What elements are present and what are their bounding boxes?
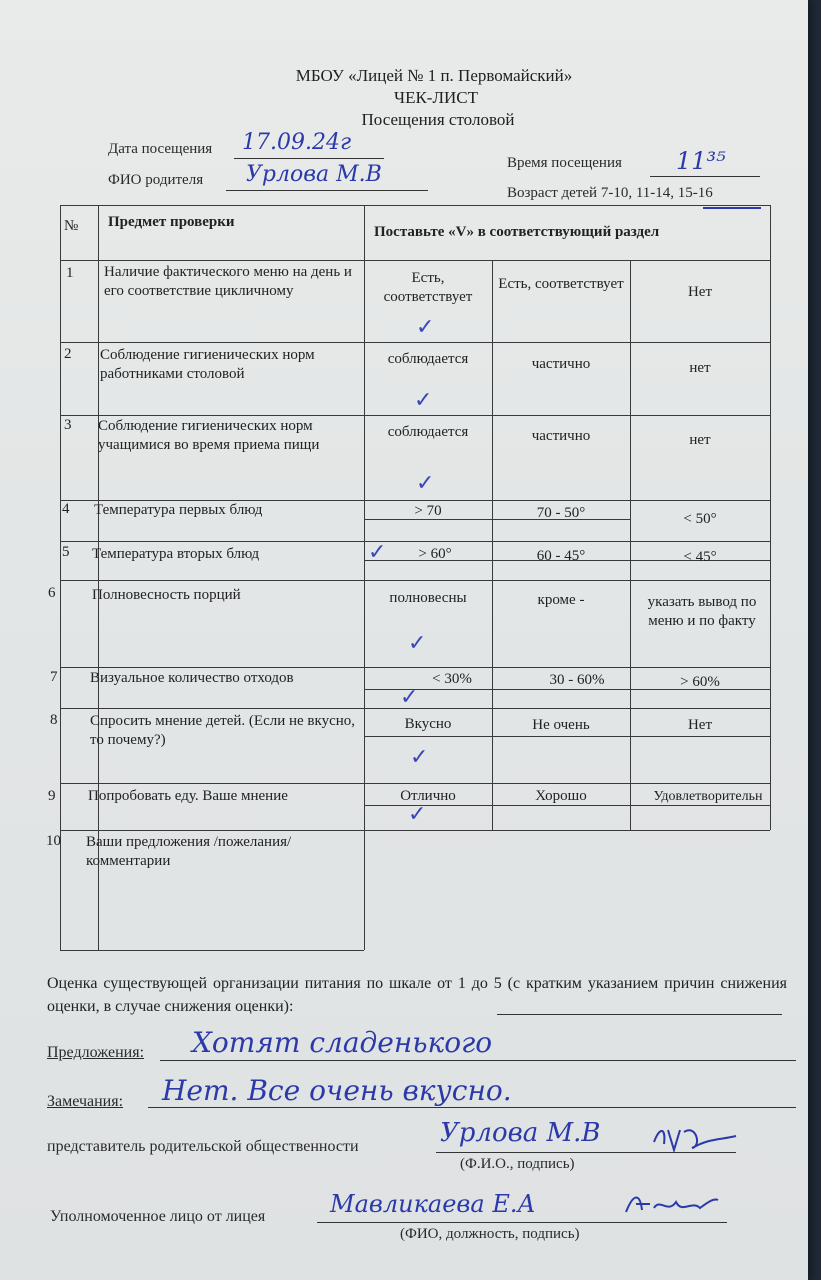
- row-8-number: 8: [50, 712, 58, 728]
- row-7-option-2: 30 - 60%: [549, 672, 605, 688]
- row-6-subject: Полновесность порций: [92, 587, 241, 603]
- row-8-option-1: Вкусно: [404, 716, 452, 732]
- authorized-person-signature-icon: [620, 1188, 720, 1222]
- row-7-option-1: < 30%: [432, 671, 472, 687]
- row-5-option-3: < 45°: [683, 549, 717, 565]
- row-4-option-2: 70 - 50°: [536, 505, 586, 521]
- col-number-header: №: [64, 218, 79, 234]
- authorized-person-underline: [317, 1222, 727, 1223]
- proposals-value: Хотят сладенького: [192, 1026, 493, 1059]
- checklist-table: [46, 205, 770, 950]
- authorized-person-label: Уполномоченное лицо от лицея: [50, 1208, 266, 1225]
- authorized-person-value: Мавликаева Е.А: [330, 1190, 536, 1218]
- proposals-label: Предложения:: [47, 1044, 145, 1061]
- parent-rep-value: Урлова М.В: [440, 1118, 601, 1148]
- row-6-check-mark: ✓: [408, 631, 427, 656]
- row-6-option-2: кроме -: [537, 592, 585, 608]
- form-subtitle: Посещения столовой: [361, 110, 515, 129]
- row-8-subject: Спросить мнение детей. (Если не вкусно, то почему?): [90, 713, 356, 748]
- row-10-number: 10: [46, 833, 61, 849]
- remarks-value: Нет. Все очень вкусно.: [162, 1074, 512, 1107]
- row-5-subject: Температура вторых блюд: [92, 546, 260, 562]
- row-7-subject: Визуальное количество отходов: [90, 670, 294, 686]
- remarks-underline: [148, 1107, 796, 1108]
- rating-text: Оценка существующей организации питания по шкале от 1 до 5 (с кратким указанием причин снижения оценки, в случае снижения оценки):: [47, 975, 787, 1015]
- time-underline: [650, 176, 760, 177]
- row-3-option-1: соблюдается: [387, 424, 469, 440]
- row-1-option-3: Нет: [687, 284, 713, 300]
- row-4-option-3: < 50°: [683, 511, 717, 527]
- parent-value: Урлова М.В: [246, 162, 382, 187]
- age-label: Возраст детей 7-10, 11-14, 15-16: [507, 185, 713, 201]
- row-1-check-mark: ✓: [416, 315, 435, 340]
- remarks-label: Замечания:: [47, 1093, 124, 1110]
- rating-underline: [497, 1014, 782, 1015]
- parent-label: ФИО родителя: [108, 172, 204, 188]
- row-6-number: 6: [48, 585, 56, 601]
- row-2-option-2: частично: [531, 356, 591, 372]
- authorized-person-caption: (ФИО, должность, подпись): [400, 1226, 580, 1242]
- row-4-number: 4: [62, 501, 70, 517]
- row-9-subject: Попробовать еду. Ваше мнение: [88, 788, 288, 804]
- row-8-check-mark: ✓: [410, 745, 429, 770]
- row-3-option-2: частично: [531, 428, 591, 444]
- row-9-number: 9: [48, 788, 56, 804]
- row-1-subject: Наличие фактического меню на день и его соответствие цикличному: [104, 264, 352, 299]
- row-9-check-mark: ✓: [408, 802, 427, 827]
- row-5-number: 5: [62, 544, 70, 560]
- row-7-option-3: > 60%: [680, 674, 720, 690]
- time-value: 11³⁵: [676, 147, 726, 175]
- row-9-option-1: Отлично: [400, 788, 456, 804]
- row-4-option-1: > 70: [414, 503, 442, 519]
- col-marks-header: Поставьте «V» в соответствующий раздел: [374, 224, 660, 240]
- parent-rep-caption: (Ф.И.О., подпись): [460, 1156, 575, 1172]
- row-5-option-2: 60 - 45°: [536, 548, 586, 564]
- parent-rep-signature-icon: [650, 1120, 740, 1156]
- row-3-check-mark: ✓: [416, 471, 435, 496]
- date-label: Дата посещения: [108, 141, 213, 157]
- col-subject-header: Предмет проверки: [108, 214, 235, 230]
- row-9-option-2: Хорошо: [535, 788, 587, 804]
- row-4-subject: Температура первых блюд: [94, 502, 263, 518]
- row-2-subject: Соблюдение гигиенических норм работниками столовой: [100, 347, 315, 382]
- row-1-number: 1: [66, 265, 74, 281]
- row-5-check-mark: ✓: [368, 540, 387, 565]
- row-3-option-3: нет: [689, 432, 711, 448]
- row-9-option-3: Удовлетворительн: [653, 789, 763, 804]
- date-value: 17.09.24г: [242, 130, 352, 155]
- school-name: МБОУ «Лицей № 1 п. Первомайский»: [295, 66, 573, 85]
- row-1-option-1: Есть, соответствует: [383, 270, 473, 305]
- row-2-number: 2: [64, 346, 72, 362]
- row-5-option-1: > 60°: [418, 546, 452, 562]
- row-3-number: 3: [64, 417, 72, 433]
- form-title: ЧЕК-ЛИСТ: [394, 88, 478, 107]
- row-8-option-3: Нет: [687, 717, 713, 733]
- row-3-subject: Соблюдение гигиенических норм учащимися во время приема пищи: [98, 418, 320, 453]
- row-2-check-mark: ✓: [414, 388, 433, 413]
- proposals-underline: [160, 1060, 796, 1061]
- row-2-option-3: нет: [689, 360, 711, 376]
- row-1-option-2: Есть, соответствует: [498, 276, 624, 292]
- row-10-subject: Ваши предложения /пожелания/ комментарии: [86, 834, 292, 869]
- row-7-check-mark: ✓: [400, 685, 419, 710]
- row-8-option-2: Не очень: [532, 717, 590, 733]
- date-underline: [234, 158, 384, 159]
- row-2-option-1: соблюдается: [387, 351, 469, 367]
- row-7-number: 7: [50, 669, 58, 685]
- parent-underline: [226, 190, 428, 191]
- row-6-option-3: указать вывод по меню и по факту: [647, 594, 757, 629]
- parent-rep-label: представитель родительской общественности: [47, 1138, 359, 1155]
- time-label: Время посещения: [507, 155, 622, 171]
- row-6-option-1: полновесны: [389, 590, 467, 606]
